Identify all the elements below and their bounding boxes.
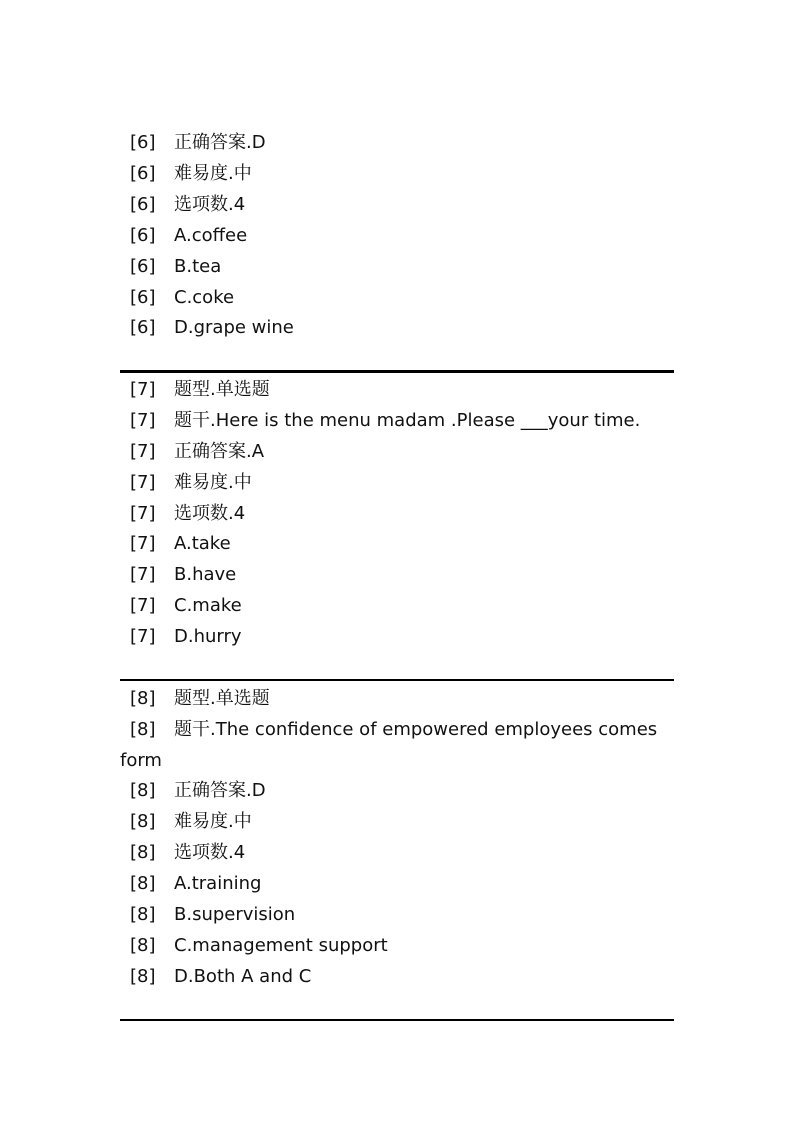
question-number: [7] (130, 410, 156, 431)
line-text: C.coke (174, 287, 235, 308)
question-number: [8] (130, 966, 156, 987)
q7-line-answer (120, 436, 680, 467)
line-text: D.grape wine (174, 317, 294, 338)
question-number: [7] (130, 379, 156, 400)
question-number: [6] (130, 287, 156, 308)
line-text: A.coffee (174, 225, 248, 246)
line-text: 题干.The confidence of empowered employees comes (174, 719, 658, 740)
q8-option-b (120, 899, 680, 930)
question-number: [8] (130, 811, 156, 832)
line-text: A.training (174, 873, 262, 894)
question-number: [6] (130, 225, 156, 246)
line-text: 选项数.4 (174, 194, 246, 215)
q8-option-c (120, 930, 680, 961)
question-number: [6] (130, 132, 156, 153)
q7-line-difficulty (120, 467, 680, 498)
line-text: B.supervision (174, 904, 296, 925)
q7-line-stem (120, 405, 680, 436)
question-number: [7] (130, 564, 156, 585)
question-number: [7] (130, 503, 156, 524)
question-divider (120, 370, 674, 373)
line-text: 正确答案.D (174, 132, 266, 153)
line-text: 选项数.4 (174, 842, 246, 863)
question-number: [6] (130, 163, 156, 184)
q6-option-d (120, 312, 680, 343)
question-number: [6] (130, 194, 156, 215)
question-number: [7] (130, 472, 156, 493)
q7-line-option-count (120, 498, 680, 529)
question-divider (120, 1019, 674, 1021)
question-number: [7] (130, 533, 156, 554)
q8-line-difficulty (120, 806, 680, 837)
line-text: 题干.Here is the menu madam .Please ___your time. (174, 410, 641, 431)
question-number: [8] (130, 842, 156, 863)
line-text: C.make (174, 595, 242, 616)
q6-line-answer (120, 127, 680, 158)
line-text: B.tea (174, 256, 222, 277)
line-text: 难易度.中 (174, 811, 252, 832)
question-number: [8] (130, 935, 156, 956)
question-number: [7] (130, 626, 156, 647)
line-text: A.take (174, 533, 231, 554)
q8-line-type (120, 683, 680, 714)
q8-option-a (120, 868, 680, 899)
q7-line-type (120, 374, 680, 405)
line-text: 难易度.中 (174, 163, 252, 184)
q6-line-difficulty (120, 158, 680, 189)
line-text: 难易度.中 (174, 472, 252, 493)
q6-option-c (120, 282, 680, 313)
question-number: [8] (130, 719, 156, 740)
q7-option-c (120, 590, 680, 621)
question-divider (120, 679, 674, 681)
question-number: [8] (130, 688, 156, 709)
q7-option-d (120, 621, 680, 652)
question-number: [7] (130, 595, 156, 616)
line-text: 正确答案.A (174, 441, 265, 462)
q8-line-option-count (120, 837, 680, 868)
q8-line-stem (120, 714, 680, 745)
q8-stem-continuation: form (120, 750, 162, 771)
line-text: D.Both A and C (174, 966, 312, 987)
q6-option-b (120, 251, 680, 282)
q7-option-b (120, 559, 680, 590)
line-text: 题型.单选题 (174, 688, 270, 709)
line-text: 题型.单选题 (174, 379, 270, 400)
question-number: [6] (130, 256, 156, 277)
line-text: 选项数.4 (174, 503, 246, 524)
question-number: [8] (130, 904, 156, 925)
question-number: [8] (130, 780, 156, 801)
line-text: D.hurry (174, 626, 242, 647)
q6-option-a (120, 220, 680, 251)
line-text: B.have (174, 564, 237, 585)
q8-option-d (120, 961, 680, 992)
q7-option-a (120, 528, 680, 559)
question-number: [7] (130, 441, 156, 462)
line-text: C.management support (174, 935, 388, 956)
question-number: [6] (130, 317, 156, 338)
question-number: [8] (130, 873, 156, 894)
q6-line-option-count (120, 189, 680, 220)
q8-line-answer (120, 775, 680, 806)
line-text: 正确答案.D (174, 780, 266, 801)
